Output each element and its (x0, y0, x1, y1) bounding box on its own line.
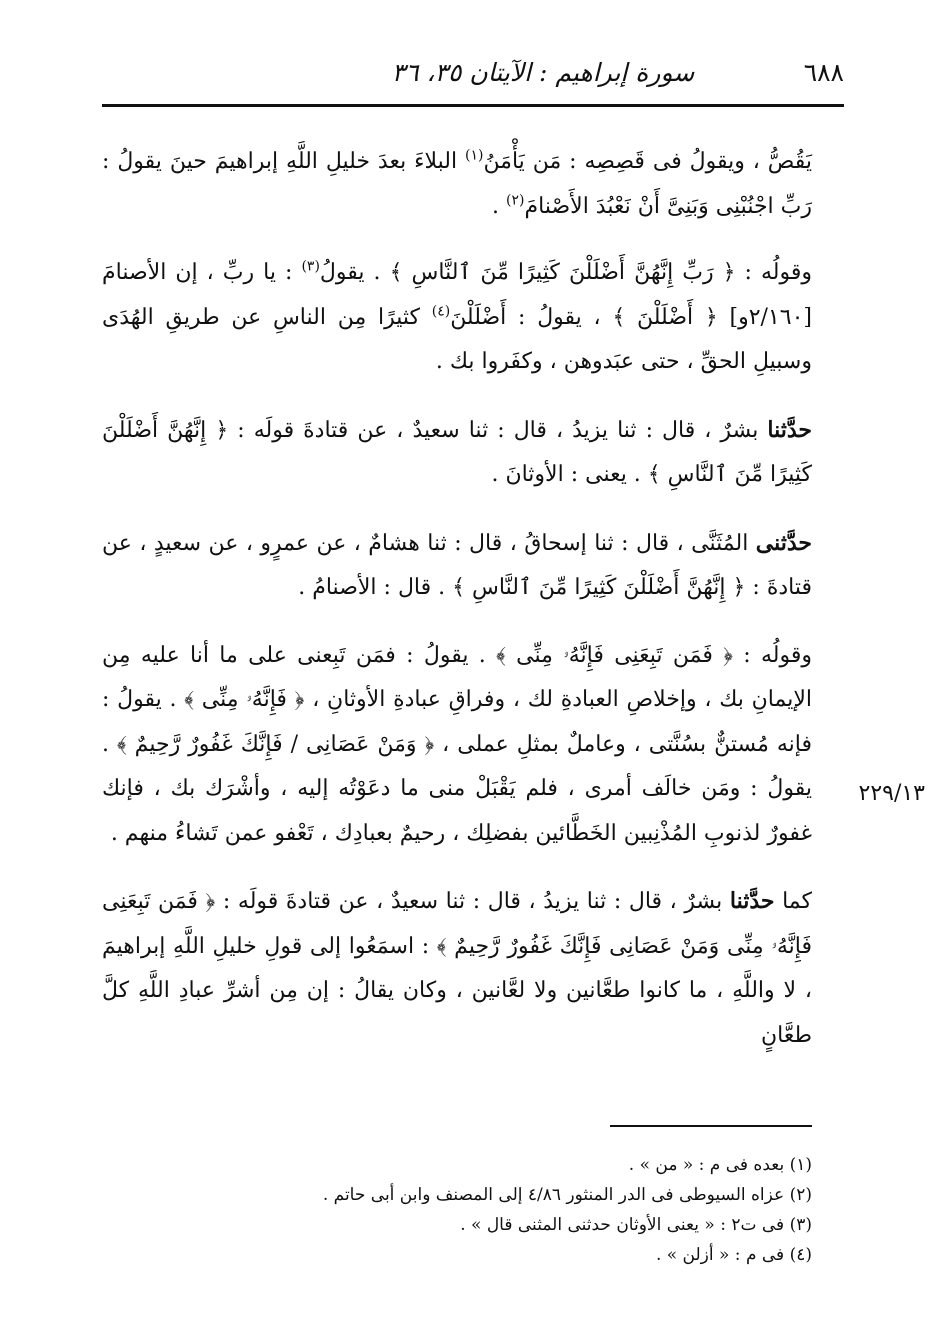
text-run: المُثَنَّى ، قال : ثنا إسحاقُ ، قال : ثنا هشامٌ ، عن عمرٍو ، عن سعيدٍ ، عن قتادةَ : ﴿ إِنَّهُنَّ أَضْلَلْنَ كَثِيرًا مِّنَ ٱلنَّاسِ ﴾ . قال : الأصنامُ . (102, 530, 812, 600)
text-run: وقولُه : ﴿ رَبِّ إِنَّهُنَّ أَضْلَلْنَ كَثِيرًا مِّنَ ٱلنَّاسِ ﴾ . يقولُ (319, 260, 812, 285)
footnote-marker: (٢) (506, 192, 525, 209)
page-header (102, 56, 844, 96)
footnote: (٤) فى م : « أزلن » . (655, 1245, 812, 1265)
narration-lead: حدَّثنا (767, 416, 812, 443)
footnote-marker: (١) (464, 147, 484, 164)
running-title: سورة إبراهيم : الآيتان ٣٥، ٣٦ (391, 58, 695, 87)
footnote-marker: (٣) (301, 258, 320, 275)
paragraph (102, 251, 812, 385)
text-run: كما (774, 889, 812, 914)
header-rule (102, 104, 844, 107)
text-run: البلاءَ بعدَ خليلِ اللَّهِ إبراهيمَ حينَ يقولُ : رَبِّ اجْنُبْنِى وَبَنِىَّ أَنْ نَعْبُدَ الأَصْنامَ (102, 149, 812, 219)
paragraph (102, 879, 812, 1058)
footnote: (٢) عزاه السيوطى فى الدر المنثور ٤/٨٦ إلى المصنف وابن أبى حاتم . (322, 1185, 812, 1205)
footnote: (١) بعده فى م : « من » . (628, 1155, 812, 1175)
paragraph (102, 408, 812, 498)
footnote-rule (610, 1125, 812, 1127)
narration-lead: حدَّثنى (755, 529, 812, 556)
narration-lead: حدَّثنا (729, 888, 775, 914)
margin-reference: ٢٢٩/١٣ (858, 781, 925, 806)
text-run: يَقُصُّ ، ويقولُ فى قَصِصِه : مَن يَأْمَنُ (483, 149, 812, 174)
paragraph (102, 521, 812, 611)
footnotes (102, 1150, 812, 1270)
text-run: كثيرًا مِن الناسِ عن طريقِ الهُدَى وسبيلِ الحقِّ ، حتى عبَدوهن ، وكفَروا بك . (102, 304, 812, 374)
footnote-marker: (٤) (431, 303, 451, 320)
paragraph (102, 634, 812, 857)
footnote: (٣) فى ت٢ : « يعنى الأوثان حدثنى المثنى قال » . (460, 1215, 812, 1235)
text-run: وقولُه : ﴿ فَمَن تَبِعَنِى فَإِنَّهُۥ مِنِّى ﴾ . يقولُ : فمَن تَبِعنى على ما أنا عليه مِن الإيمانِ بك ، وإخلاصِ العبادةِ لك ، وفراقِ عبادةِ الأوثانِ ، ﴿ فَإِنَّهُۥ مِنِّى ﴾ . يقولُ : فإنه مُستنٌّ بسُنَّتى ، وعاملٌ بمثلِ عملى ، ﴿ وَمَنْ عَصَانِى / فَإِنَّكَ غَفُورٌ رَّحِيمٌ ﴾ . يقولُ : ومَن خالَف أمرى ، فلم يَقْبَلْ منى ما دعَوْتُه إليه ، وأشْرَك بك ، فإنك غفورٌ لذنوبِ المُذْنِبين الخَطَّائين بفضلِك ، رحيمٌ بعبادِك ، تَعْفو عمن تَشاءُ منهم . (102, 642, 812, 846)
main-text (102, 140, 812, 1081)
text-run: . (492, 193, 507, 219)
text-run: بشرٌ ، قال : ثنا يزيدُ ، قال : ثنا سعيدٌ ، عن قتادةَ قولَه : ﴿ فَمَن تَبِعَنِى فَإِنَّهُۥ مِنِّى وَمَنْ عَصَانِى فَإِنَّكَ غَفُورٌ رَّحِيمٌ ﴾ : اسمَعُوا إلى قولِ خليلِ اللَّهِ إبراهيمَ ، لا واللَّهِ ، ما كانوا طعَّانين ولا لعَّانين ، وكان يقالُ : إن مِن أشرِّ عبادِ اللَّهِ كلَّ طعَّانٍ (102, 889, 812, 1048)
text-run: بشرٌ ، قال : ثنا يزيدُ ، قال : ثنا سعيدٌ ، عن قتادةَ قولَه : ﴿ إِنَّهُنَّ أَضْلَلْنَ كَثِيرًا مِّنَ ٱلنَّاسِ ﴾ . يعنى : الأوثانَ . (102, 417, 812, 487)
page-number: ٦٨٨ (803, 58, 844, 87)
text-run: : يا ربِّ ، إن الأصنامَ [٢/١٦٠و] ﴿ أَضْلَلْنَ ﴾ ، يقولُ : أَضْلَلْنَ (102, 260, 812, 330)
paragraph (102, 140, 812, 229)
